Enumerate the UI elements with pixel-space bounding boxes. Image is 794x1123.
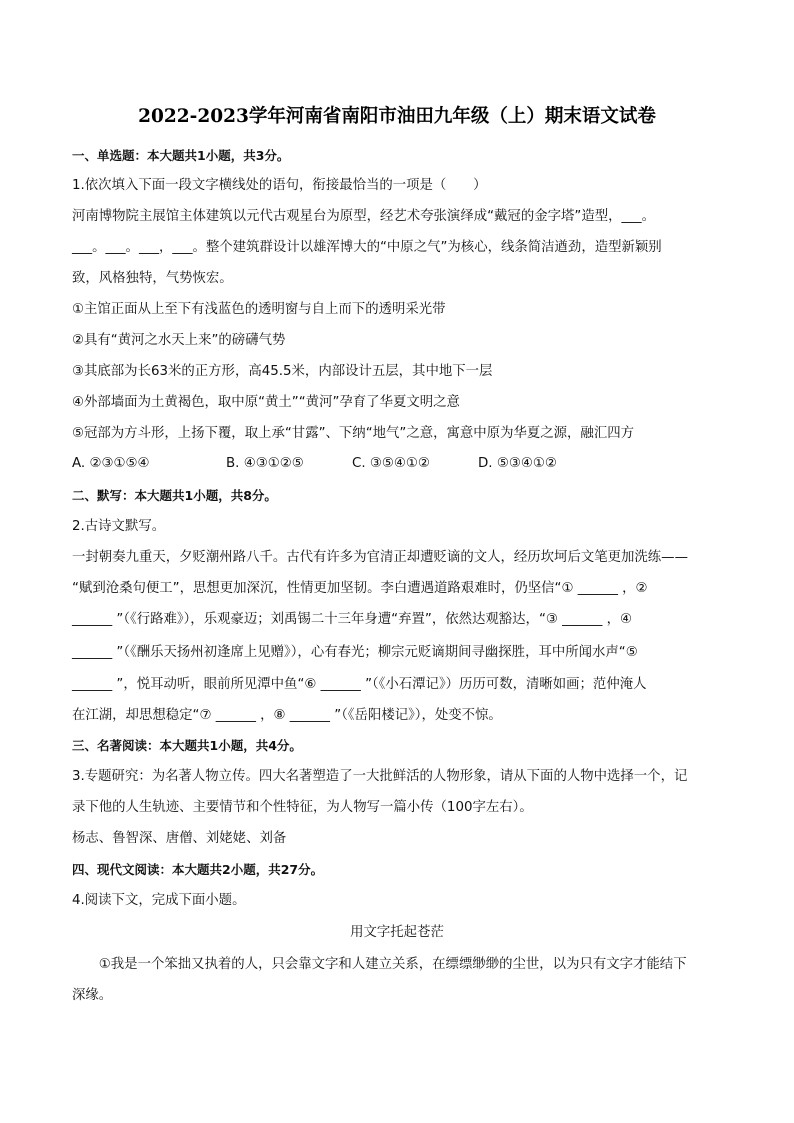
fill-in-line: ______ ”，悦耳动听，眼前所见潭中鱼“⑥ ______ ”（《小石潭记》）历历可数，清晰如画；范仲淹人 <box>72 677 647 692</box>
passage-line: 致，风格独特，气势恢宏。 <box>72 271 233 286</box>
page-title: 2022-2023学年河南省南阳市油田九年级（上）期末语文试卷 <box>138 106 656 127</box>
option-c[interactable]: C. ③⑤④①② <box>352 456 430 471</box>
question-1-stem: 1.依次填入下面一段文字横线处的语句，衔接最恰当的一项是（ ） <box>72 178 487 193</box>
article-title: 用文字托起苍茫 <box>350 925 444 940</box>
fill-in-line: ______ ”（《行路难》），乐观豪迈；刘禹锡二十三年身遭“弃置”，依然达观豁达，“③ ______ ，④ <box>72 612 632 627</box>
section-heading-2: 二、默写：本大题共1小题，共8分。 <box>72 488 277 503</box>
fill-in-line: 在江湖，却思想稳定“⑦ ______ ，⑧ ______ ”（《岳阳楼记》），处变不惊。 <box>72 708 502 723</box>
statement-item: ②具有“黄河之水天上来”的磅礴气势 <box>72 333 286 348</box>
fill-in-line: ______ ”（《酬乐天扬州初逢席上见赠》），心有春光；柳宗元贬谪期间寻幽探胜，耳中所闻水声“⑤ <box>72 645 638 660</box>
answer-options <box>72 454 722 474</box>
passage-line: ___。___。___，___。整个建筑群设计以雄浑博大的“中原之气”为核心，线条简洁遒劲，造型新颖别 <box>72 240 662 255</box>
article-paragraph: ①我是一个笨拙又执着的人，只会靠文字和人建立关系，在缥缥缈缈的尘世，以为只有文字才能结下 <box>72 957 687 972</box>
character-list: 杨志、鲁智深、唐僧、刘姥姥、刘备 <box>72 831 287 846</box>
fill-in-line: 一封朝奏九重天，夕贬潮州路八千。古代有许多为官清正却遭贬谪的文人，经历坎坷后文笔更加洗练—— <box>72 550 688 565</box>
section-heading-3: 三、名著阅读：本大题共1小题，共4分。 <box>72 738 302 753</box>
section-heading-1: 一、单选题：本大题共1小题，共3分。 <box>72 148 290 163</box>
option-b[interactable]: B. ④③①②⑤ <box>226 456 304 471</box>
statement-item: ⑤冠部为方斗形，上扬下覆，取上承“甘露”、下纳“地气”之意，寓意中原为华夏之源，融汇四方 <box>72 426 634 441</box>
statement-item: ①主馆正面从上至下有浅蓝色的透明窗与自上而下的透明采光带 <box>72 302 446 317</box>
question-3-line: 录下他的人生轨迹、主要情节和个性特征，为人物写一篇小传（100字左右）。 <box>72 800 533 815</box>
question-2-stem: 2.古诗文默写。 <box>72 519 166 534</box>
question-4-stem: 4.阅读下文，完成下面小题。 <box>72 893 246 908</box>
option-d[interactable]: D. ⑤③④①② <box>478 456 557 471</box>
question-3-line: 3.专题研究：为名著人物立传。四大名著塑造了一大批鲜活的人物形象，请从下面的人物中选择一个，记 <box>72 769 688 784</box>
fill-in-line: “赋到沧桑句便工”，思想更加深沉，性情更加坚韧。李白遭遇道路艰难时，仍坚信“① ______ ，② <box>72 581 648 596</box>
section-heading-4: 四、现代文阅读：本大题共2小题，共27分。 <box>72 862 324 877</box>
statement-item: ③其底部为长63米的正方形，高45.5米，内部设计五层，其中地下一层 <box>72 364 493 379</box>
statement-item: ④外部墙面为土黄褐色，取中原“黄土”“黄河”孕育了华夏文明之意 <box>72 395 460 410</box>
article-paragraph: 深缘。 <box>72 988 113 1003</box>
option-a[interactable]: A. ②③①⑤④ <box>72 456 150 471</box>
passage-line: 河南博物院主展馆主体建筑以元代古观星台为原型，经艺术夸张演绎成“戴冠的金字塔”造型，___。 <box>72 209 655 224</box>
